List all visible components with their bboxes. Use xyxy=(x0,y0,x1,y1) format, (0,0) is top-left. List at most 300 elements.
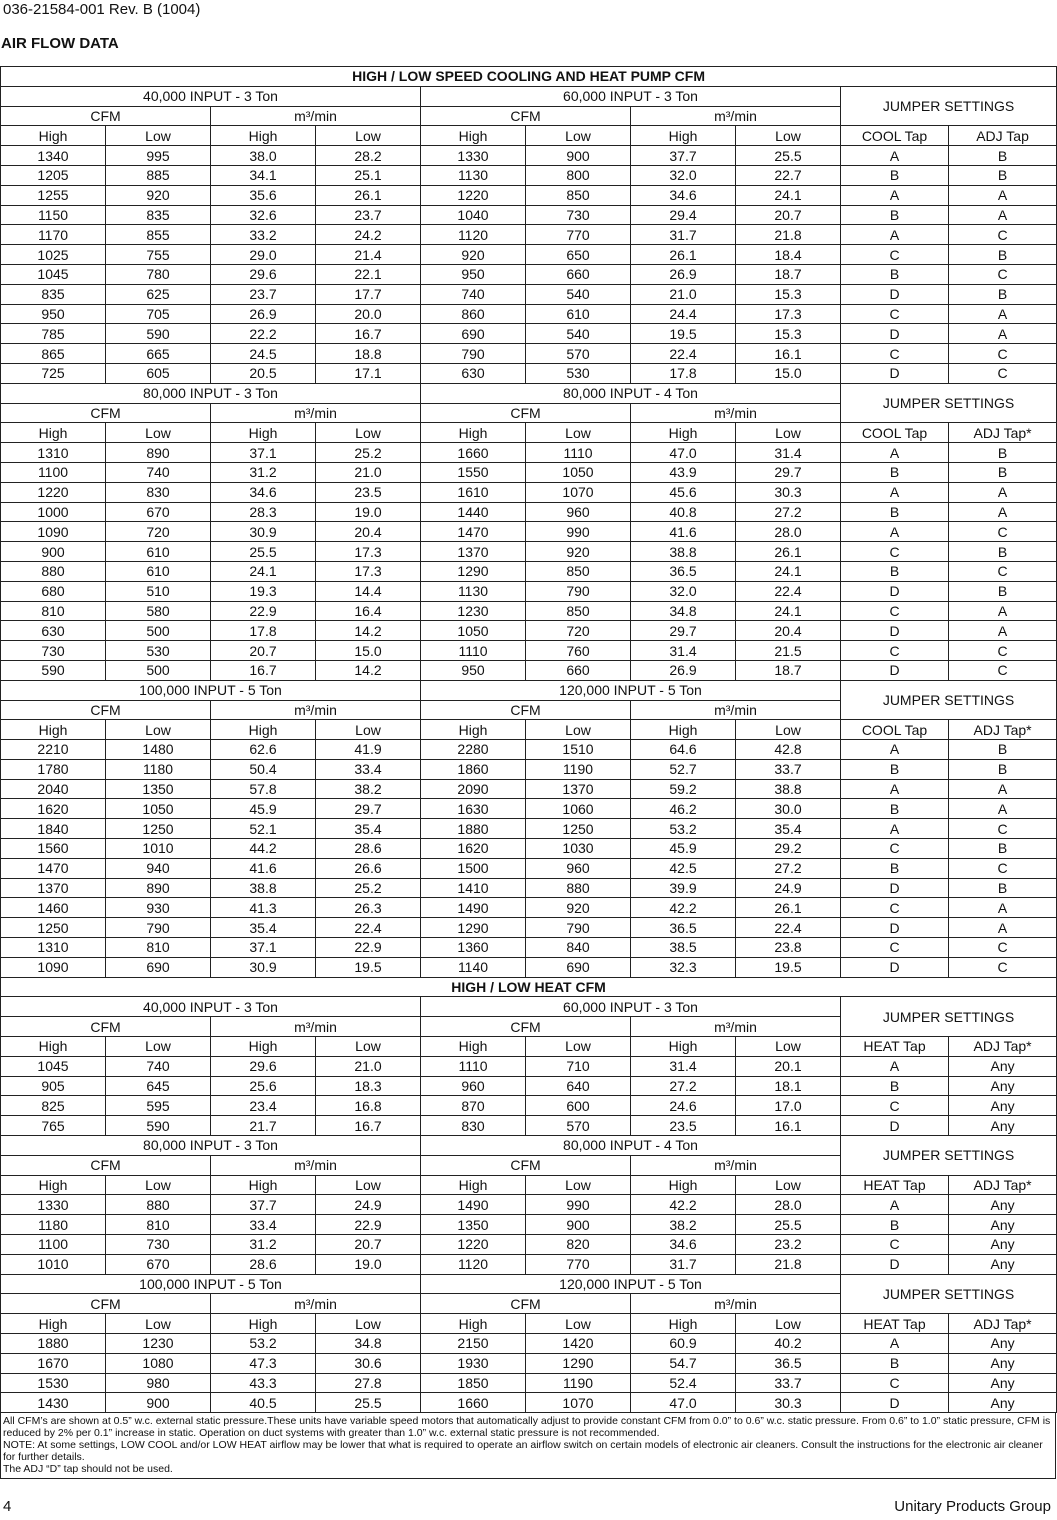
table-cell: B xyxy=(841,561,949,581)
table-cell: 1370 xyxy=(526,779,631,799)
table-cell: 640 xyxy=(526,1076,631,1096)
column-header: Low xyxy=(316,720,421,740)
table-row xyxy=(1,1254,1057,1274)
table-cell: A xyxy=(949,621,1057,641)
table-cell: A xyxy=(949,502,1057,522)
column-header: COOL Tap xyxy=(841,423,949,443)
table-cell: 33.7 xyxy=(736,1373,841,1393)
table-cell: 42.8 xyxy=(736,740,841,760)
column-header: COOL Tap xyxy=(841,126,949,146)
table-cell: 1230 xyxy=(106,1334,211,1354)
table-cell: 605 xyxy=(106,363,211,383)
table-row xyxy=(1,918,1057,938)
table-cell: 990 xyxy=(526,522,631,542)
table-cell: C xyxy=(841,641,949,661)
column-header: Low xyxy=(526,126,631,146)
table-row xyxy=(1,502,1057,522)
table-cell: 38.8 xyxy=(631,542,736,562)
table-cell: 1120 xyxy=(421,1254,526,1274)
section-header: HIGH / LOW SPEED COOLING AND HEAT PUMP CFM xyxy=(1,67,1057,87)
table-cell: 730 xyxy=(1,641,106,661)
table-cell: 760 xyxy=(526,641,631,661)
table-row xyxy=(1,146,1057,166)
table-cell: 920 xyxy=(106,185,211,205)
table-cell: 21.0 xyxy=(316,462,421,482)
table-cell: 960 xyxy=(526,858,631,878)
table-cell: 995 xyxy=(106,146,211,166)
unit-header: CFM xyxy=(1,1294,211,1314)
table-cell: 890 xyxy=(106,443,211,463)
column-header: Low xyxy=(736,1314,841,1334)
table-cell: C xyxy=(841,898,949,918)
table-cell: 19.3 xyxy=(211,581,316,601)
table-cell: 1340 xyxy=(1,146,106,166)
table-cell: 1050 xyxy=(526,462,631,482)
table-row xyxy=(1,1056,1057,1076)
table-cell: 33.4 xyxy=(316,759,421,779)
input-header-row xyxy=(1,1274,1057,1294)
table-cell: 26.9 xyxy=(211,304,316,324)
table-cell: D xyxy=(841,660,949,680)
table-row xyxy=(1,740,1057,760)
table-cell: 2040 xyxy=(1,779,106,799)
table-cell: 23.4 xyxy=(211,1096,316,1116)
column-header: ADJ Tap* xyxy=(949,423,1057,443)
table-cell: 24.9 xyxy=(316,1195,421,1215)
column-header: Low xyxy=(106,1314,211,1334)
table-cell: A xyxy=(841,779,949,799)
table-cell: 540 xyxy=(526,284,631,304)
table-cell: 37.7 xyxy=(631,146,736,166)
table-cell: D xyxy=(841,1393,949,1413)
table-cell: 16.1 xyxy=(736,344,841,364)
table-cell: 705 xyxy=(106,304,211,324)
table-cell: Any xyxy=(949,1235,1057,1255)
table-cell: 840 xyxy=(526,938,631,958)
table-cell: 1150 xyxy=(1,205,106,225)
column-header: Low xyxy=(106,423,211,443)
table-cell: 1190 xyxy=(526,759,631,779)
unit-header: CFM xyxy=(421,700,631,720)
table-cell: 21.8 xyxy=(736,1254,841,1274)
unit-header: m³/min xyxy=(631,403,841,423)
table-cell: 1250 xyxy=(106,819,211,839)
table-cell: 43.9 xyxy=(631,462,736,482)
table-cell: 28.6 xyxy=(316,839,421,859)
table-cell: 1100 xyxy=(1,462,106,482)
table-cell: B xyxy=(949,462,1057,482)
table-cell: 1220 xyxy=(421,1235,526,1255)
table-cell: 1510 xyxy=(526,740,631,760)
table-cell: D xyxy=(841,1254,949,1274)
table-cell: 34.6 xyxy=(631,1235,736,1255)
table-cell: 905 xyxy=(1,1076,106,1096)
table-cell: 530 xyxy=(526,363,631,383)
table-cell: 1840 xyxy=(1,819,106,839)
table-row xyxy=(1,938,1057,958)
column-header: High xyxy=(421,423,526,443)
table-cell: A xyxy=(949,482,1057,502)
table-cell: Any xyxy=(949,1373,1057,1393)
table-cell: 28.0 xyxy=(736,1195,841,1215)
table-cell: 1610 xyxy=(421,482,526,502)
table-cell: 27.8 xyxy=(316,1373,421,1393)
table-cell: D xyxy=(841,1116,949,1136)
table-cell: 26.1 xyxy=(316,185,421,205)
table-cell: 870 xyxy=(421,1096,526,1116)
table-cell: B xyxy=(841,502,949,522)
table-cell: 1330 xyxy=(1,1195,106,1215)
table-cell: C xyxy=(949,858,1057,878)
table-cell: 19.5 xyxy=(316,957,421,977)
table-row xyxy=(1,522,1057,542)
unit-header: CFM xyxy=(1,1155,211,1175)
column-header: High xyxy=(631,1175,736,1195)
input-header-row xyxy=(1,1136,1057,1156)
table-cell: 1780 xyxy=(1,759,106,779)
column-header: Low xyxy=(106,1037,211,1057)
table-cell: A xyxy=(949,324,1057,344)
table-cell: 1230 xyxy=(421,601,526,621)
table-cell: 25.2 xyxy=(316,443,421,463)
table-cell: 1130 xyxy=(421,165,526,185)
table-cell: 25.6 xyxy=(211,1076,316,1096)
table-cell: 1190 xyxy=(526,1373,631,1393)
table-cell: A xyxy=(949,799,1057,819)
table-cell: 2150 xyxy=(421,1334,526,1354)
table-cell: 47.3 xyxy=(211,1353,316,1373)
table-cell: 1045 xyxy=(1,264,106,284)
table-cell: 62.6 xyxy=(211,740,316,760)
table-cell: Any xyxy=(949,1215,1057,1235)
table-cell: 720 xyxy=(106,522,211,542)
table-cell: B xyxy=(841,858,949,878)
table-cell: 24.1 xyxy=(211,561,316,581)
table-cell: 1080 xyxy=(106,1353,211,1373)
table-row xyxy=(1,819,1057,839)
page-number: 4 xyxy=(3,1498,12,1515)
table-cell: C xyxy=(949,522,1057,542)
table-cell: C xyxy=(949,561,1057,581)
input-header-row xyxy=(1,383,1057,403)
table-cell: 44.2 xyxy=(211,839,316,859)
footnote-line: NOTE: At some settings, LOW COOL and/or LOW HEAT airflow may be lower that what is required to operate an airflow switch on certain models of electronic air cleaners. Consult the instructions for the electronic air cleaner for further details. xyxy=(3,1439,1043,1464)
table-cell: Any xyxy=(949,1116,1057,1136)
column-header: High xyxy=(211,423,316,443)
table-cell: A xyxy=(949,898,1057,918)
table-row xyxy=(1,1334,1057,1354)
table-row xyxy=(1,621,1057,641)
table-cell: 540 xyxy=(526,324,631,344)
column-header: ADJ Tap* xyxy=(949,1175,1057,1195)
table-cell: 30.9 xyxy=(211,522,316,542)
table-cell: 17.3 xyxy=(736,304,841,324)
table-cell: 1255 xyxy=(1,185,106,205)
table-cell: 17.3 xyxy=(316,561,421,581)
table-cell: A xyxy=(949,601,1057,621)
table-cell: 950 xyxy=(421,660,526,680)
table-cell: 40.2 xyxy=(736,1334,841,1354)
table-cell: 1660 xyxy=(421,443,526,463)
table-cell: 645 xyxy=(106,1076,211,1096)
company-name: Unitary Products Group xyxy=(894,1498,1051,1515)
table-cell: 1490 xyxy=(421,1195,526,1215)
table-row xyxy=(1,1353,1057,1373)
column-header: Low xyxy=(526,1175,631,1195)
column-header: Low xyxy=(736,1175,841,1195)
table-cell: 765 xyxy=(1,1116,106,1136)
table-cell: 1310 xyxy=(1,443,106,463)
table-cell: 33.7 xyxy=(736,759,841,779)
unit-header: m³/min xyxy=(631,1017,841,1037)
table-cell: 30.3 xyxy=(736,482,841,502)
column-header: High xyxy=(421,126,526,146)
table-cell: 690 xyxy=(526,957,631,977)
left-input-header: 80,000 INPUT - 3 Ton xyxy=(1,383,421,403)
table-cell: B xyxy=(949,839,1057,859)
table-cell: 32.3 xyxy=(631,957,736,977)
table-cell: 1480 xyxy=(106,740,211,760)
table-cell: 31.7 xyxy=(631,1254,736,1274)
table-cell: 1290 xyxy=(526,1353,631,1373)
table-cell: 22.9 xyxy=(316,1215,421,1235)
table-cell: A xyxy=(841,225,949,245)
table-cell: 660 xyxy=(526,660,631,680)
column-header-row xyxy=(1,423,1057,443)
table-cell: 24.1 xyxy=(736,185,841,205)
unit-header: CFM xyxy=(421,106,631,126)
table-cell: 530 xyxy=(106,641,211,661)
table-cell: 17.7 xyxy=(316,284,421,304)
jumper-settings-header: JUMPER SETTINGS xyxy=(841,997,1057,1037)
table-cell: 1350 xyxy=(421,1215,526,1235)
table-cell: 35.6 xyxy=(211,185,316,205)
table-cell: 16.4 xyxy=(316,601,421,621)
table-row xyxy=(1,462,1057,482)
table-cell: 15.3 xyxy=(736,284,841,304)
table-cell: 980 xyxy=(106,1373,211,1393)
table-cell: 41.6 xyxy=(631,522,736,542)
table-cell: 2090 xyxy=(421,779,526,799)
doc-number: 036-21584-001 Rev. B (1004) xyxy=(3,1,201,18)
table-cell: 26.1 xyxy=(631,245,736,265)
table-cell: 22.2 xyxy=(211,324,316,344)
table-cell: D xyxy=(841,878,949,898)
table-cell: B xyxy=(841,759,949,779)
column-header: Low xyxy=(736,1037,841,1057)
table-cell: 27.2 xyxy=(736,858,841,878)
table-cell: B xyxy=(949,443,1057,463)
table-cell: 1010 xyxy=(106,839,211,859)
table-cell: B xyxy=(841,1353,949,1373)
table-cell: 16.7 xyxy=(316,324,421,344)
input-header-row xyxy=(1,86,1057,106)
table-cell: B xyxy=(949,581,1057,601)
table-cell: 900 xyxy=(106,1393,211,1413)
table-cell: 1620 xyxy=(421,839,526,859)
table-cell: 28.3 xyxy=(211,502,316,522)
table-cell: 21.7 xyxy=(211,1116,316,1136)
table-cell: 21.0 xyxy=(631,284,736,304)
table-cell: 21.8 xyxy=(736,225,841,245)
table-cell: 830 xyxy=(106,482,211,502)
table-cell: 15.3 xyxy=(736,324,841,344)
column-header: Low xyxy=(316,126,421,146)
table-cell: A xyxy=(949,779,1057,799)
table-cell: Any xyxy=(949,1096,1057,1116)
unit-header: m³/min xyxy=(211,1017,421,1037)
section-title: AIR FLOW DATA xyxy=(1,35,119,52)
table-row xyxy=(1,561,1057,581)
table-cell: 1470 xyxy=(1,858,106,878)
column-header: Low xyxy=(526,1037,631,1057)
table-cell: 1205 xyxy=(1,165,106,185)
table-row xyxy=(1,205,1057,225)
column-header: Low xyxy=(526,720,631,740)
table-cell: 37.1 xyxy=(211,443,316,463)
table-cell: 16.7 xyxy=(316,1116,421,1136)
table-cell: 43.3 xyxy=(211,1373,316,1393)
table-cell: 1460 xyxy=(1,898,106,918)
left-input-header: 40,000 INPUT - 3 Ton xyxy=(1,997,421,1017)
table-cell: 1100 xyxy=(1,1235,106,1255)
table-row xyxy=(1,839,1057,859)
table-cell: 21.5 xyxy=(736,641,841,661)
unit-header: CFM xyxy=(1,700,211,720)
table-cell: 17.3 xyxy=(316,542,421,562)
column-header: Low xyxy=(736,126,841,146)
column-header: High xyxy=(421,1037,526,1057)
column-header: ADJ Tap* xyxy=(949,1037,1057,1057)
table-cell: 29.7 xyxy=(631,621,736,641)
left-input-header: 100,000 INPUT - 5 Ton xyxy=(1,680,421,700)
table-row xyxy=(1,304,1057,324)
table-cell: C xyxy=(949,641,1057,661)
table-cell: 32.0 xyxy=(631,581,736,601)
table-cell: 850 xyxy=(526,185,631,205)
table-cell: 23.7 xyxy=(316,205,421,225)
table-cell: 825 xyxy=(1,1096,106,1116)
table-cell: 32.6 xyxy=(211,205,316,225)
table-cell: 1550 xyxy=(421,462,526,482)
unit-header: m³/min xyxy=(211,106,421,126)
table-cell: 25.1 xyxy=(316,165,421,185)
table-cell: 1500 xyxy=(421,858,526,878)
table-cell: 1420 xyxy=(526,1334,631,1354)
table-cell: 25.5 xyxy=(211,542,316,562)
right-input-header: 120,000 INPUT - 5 Ton xyxy=(421,1274,841,1294)
table-row xyxy=(1,878,1057,898)
table-cell: 500 xyxy=(106,621,211,641)
table-row xyxy=(1,1373,1057,1393)
table-cell: 54.7 xyxy=(631,1353,736,1373)
section-header-row xyxy=(1,977,1057,997)
table-cell: 38.2 xyxy=(631,1215,736,1235)
left-input-header: 40,000 INPUT - 3 Ton xyxy=(1,86,421,106)
table-cell: 30.6 xyxy=(316,1353,421,1373)
table-cell: 1930 xyxy=(421,1353,526,1373)
table-cell: 30.9 xyxy=(211,957,316,977)
table-cell: C xyxy=(841,304,949,324)
table-cell: 35.4 xyxy=(211,918,316,938)
table-cell: 14.2 xyxy=(316,621,421,641)
table-cell: Any xyxy=(949,1254,1057,1274)
table-cell: 2210 xyxy=(1,740,106,760)
table-cell: 610 xyxy=(106,542,211,562)
table-cell: B xyxy=(949,245,1057,265)
table-cell: 730 xyxy=(106,1235,211,1255)
table-cell: 900 xyxy=(526,1215,631,1235)
table-cell: 580 xyxy=(106,601,211,621)
column-header: Low xyxy=(106,126,211,146)
table-cell: 1660 xyxy=(421,1393,526,1413)
table-cell: C xyxy=(949,660,1057,680)
column-header-row xyxy=(1,1037,1057,1057)
table-cell: 630 xyxy=(1,621,106,641)
table-row xyxy=(1,344,1057,364)
table-cell: 39.9 xyxy=(631,878,736,898)
jumper-settings-header: JUMPER SETTINGS xyxy=(841,1274,1057,1314)
table-cell: 1110 xyxy=(526,443,631,463)
table-cell: 900 xyxy=(1,542,106,562)
table-cell: 19.0 xyxy=(316,502,421,522)
table-cell: 45.9 xyxy=(211,799,316,819)
column-header-row xyxy=(1,1175,1057,1195)
table-cell: 630 xyxy=(421,363,526,383)
table-cell: 24.6 xyxy=(631,1096,736,1116)
table-cell: 790 xyxy=(421,344,526,364)
table-cell: 25.5 xyxy=(316,1393,421,1413)
table-cell: 1530 xyxy=(1,1373,106,1393)
table-cell: 1110 xyxy=(421,1056,526,1076)
column-header-row xyxy=(1,720,1057,740)
table-cell: 960 xyxy=(526,502,631,522)
table-cell: 32.0 xyxy=(631,165,736,185)
table-cell: 22.4 xyxy=(736,918,841,938)
table-cell: B xyxy=(949,542,1057,562)
column-header: Low xyxy=(316,423,421,443)
table-cell: 21.4 xyxy=(316,245,421,265)
unit-header: CFM xyxy=(1,403,211,423)
column-header-row xyxy=(1,1314,1057,1334)
table-row xyxy=(1,185,1057,205)
column-header: COOL Tap xyxy=(841,720,949,740)
table-cell: 40.5 xyxy=(211,1393,316,1413)
table-cell: 1045 xyxy=(1,1056,106,1076)
table-row xyxy=(1,264,1057,284)
table-cell: C xyxy=(949,938,1057,958)
table-cell: 24.1 xyxy=(736,601,841,621)
table-cell: 790 xyxy=(526,581,631,601)
table-cell: 850 xyxy=(526,561,631,581)
table-cell: 1470 xyxy=(421,522,526,542)
table-row xyxy=(1,443,1057,463)
table-cell: 23.5 xyxy=(631,1116,736,1136)
table-cell: 1490 xyxy=(421,898,526,918)
column-header: High xyxy=(1,126,106,146)
table-cell: 1560 xyxy=(1,839,106,859)
table-cell: C xyxy=(841,1235,949,1255)
table-cell: 42.2 xyxy=(631,898,736,918)
table-cell: 880 xyxy=(526,878,631,898)
table-cell: 16.7 xyxy=(211,660,316,680)
table-cell: 500 xyxy=(106,660,211,680)
table-cell: 570 xyxy=(526,1116,631,1136)
jumper-settings-header: JUMPER SETTINGS xyxy=(841,680,1057,720)
table-cell: 25.2 xyxy=(316,878,421,898)
table-row xyxy=(1,779,1057,799)
table-cell: 880 xyxy=(106,1195,211,1215)
